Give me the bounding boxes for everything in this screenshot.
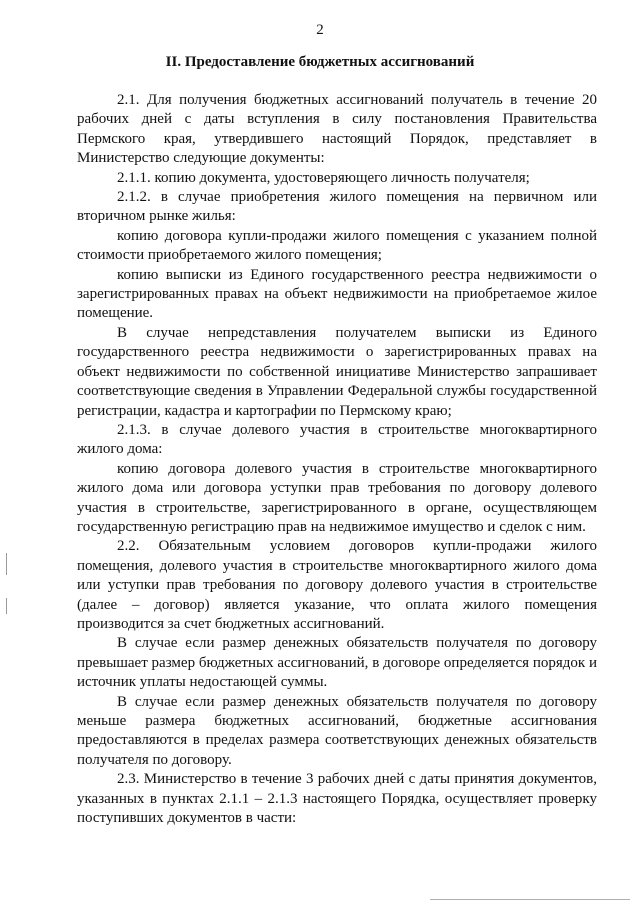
- paragraph-2-1-1: 2.1.1. копию документа, удостоверяющего личность получателя;: [117, 169, 530, 186]
- paragraph-2-3: 2.3. Министерство в течение 3 рабочих дней с даты принятия документов, указанных в пунктах 2.1.1 – 2.1.3 настоящего Порядка, осуществляет проверку поступивших документов в части:: [77, 771, 597, 827]
- paragraph-2-1-3: 2.1.3. в случае долевого участия в строительстве многоквартирного жилого дома:: [77, 421, 597, 458]
- paragraph-obligations-less: В случае если размер денежных обязательств получателя по договору меньше размера бюджетных ассигнований, бюджетные ассигнования предоставляются в пределах размера соответствующих денежных обязательств получателя по договору.: [77, 693, 597, 768]
- paragraph-2-1-2: 2.1.2. в случае приобретения жилого помещения на первичном или вторичном рынке жилья:: [77, 189, 597, 225]
- scan-bottom-mark: [430, 899, 630, 900]
- paragraph-obligations-exceed: В случае если размер денежных обязательств получателя по договору превышает размер бюджетных ассигнований, в договоре определяется порядок и источник уплаты недостающей суммы.: [77, 635, 597, 691]
- paragraph-registry-extract-copy: копию выписки из Единого государственного реестра недвижимости о зарегистрированных правах на объект недвижимости на приобретаемое жилое помещение.: [77, 266, 597, 322]
- scan-margin-mark: [6, 598, 7, 614]
- document-body: [77, 91, 597, 828]
- paragraph-sale-contract-copy: копию договора купли-продажи жилого помещения с указанием полной стоимости приобретаемого жилого помещения;: [77, 227, 597, 264]
- paragraph-shared-construction-contract-copy: копию договора долевого участия в строительстве многоквартирного жилого дома или договора уступки прав требования по договору долевого участия в строительстве, зарегистрированного в органе, осуществляющем государственную регистрацию прав на недвижимое имущество и сделок с ним.: [77, 460, 597, 535]
- scan-margin-mark: [6, 553, 7, 575]
- paragraph-2-1: 2.1. Для получения бюджетных ассигнований получатель в течение 20 рабочих дней с даты вступления в силу постановления Правительства Пермского края, утвердившего настоящий Порядок, представляет в Министерство следующие документы:: [77, 92, 597, 167]
- section-title: II. Предоставление бюджетных ассигнований: [165, 54, 475, 70]
- paragraph-2-2: 2.2. Обязательным условием договоров купли-продажи жилого помещения, долевого участия в строительстве многоквартирного жилого дома или уступки прав требования по договору долевого участия в строительстве (далее – договор) является указание, что оплата жилого помещения производится за счет бюджетных ассигнований.: [77, 538, 597, 632]
- page-number: 2: [316, 22, 324, 38]
- paragraph-extract-not-provided: В случае непредставления получателем выписки из Единого государственного реестра недвижимости о зарегистрированных правах на объект недвижимости по собственной инициативе Министерство запрашивает соответствующие сведения в Управлении Федеральной службы государственной регистрации, кадастра и картографии по Пермскому краю;: [77, 324, 597, 419]
